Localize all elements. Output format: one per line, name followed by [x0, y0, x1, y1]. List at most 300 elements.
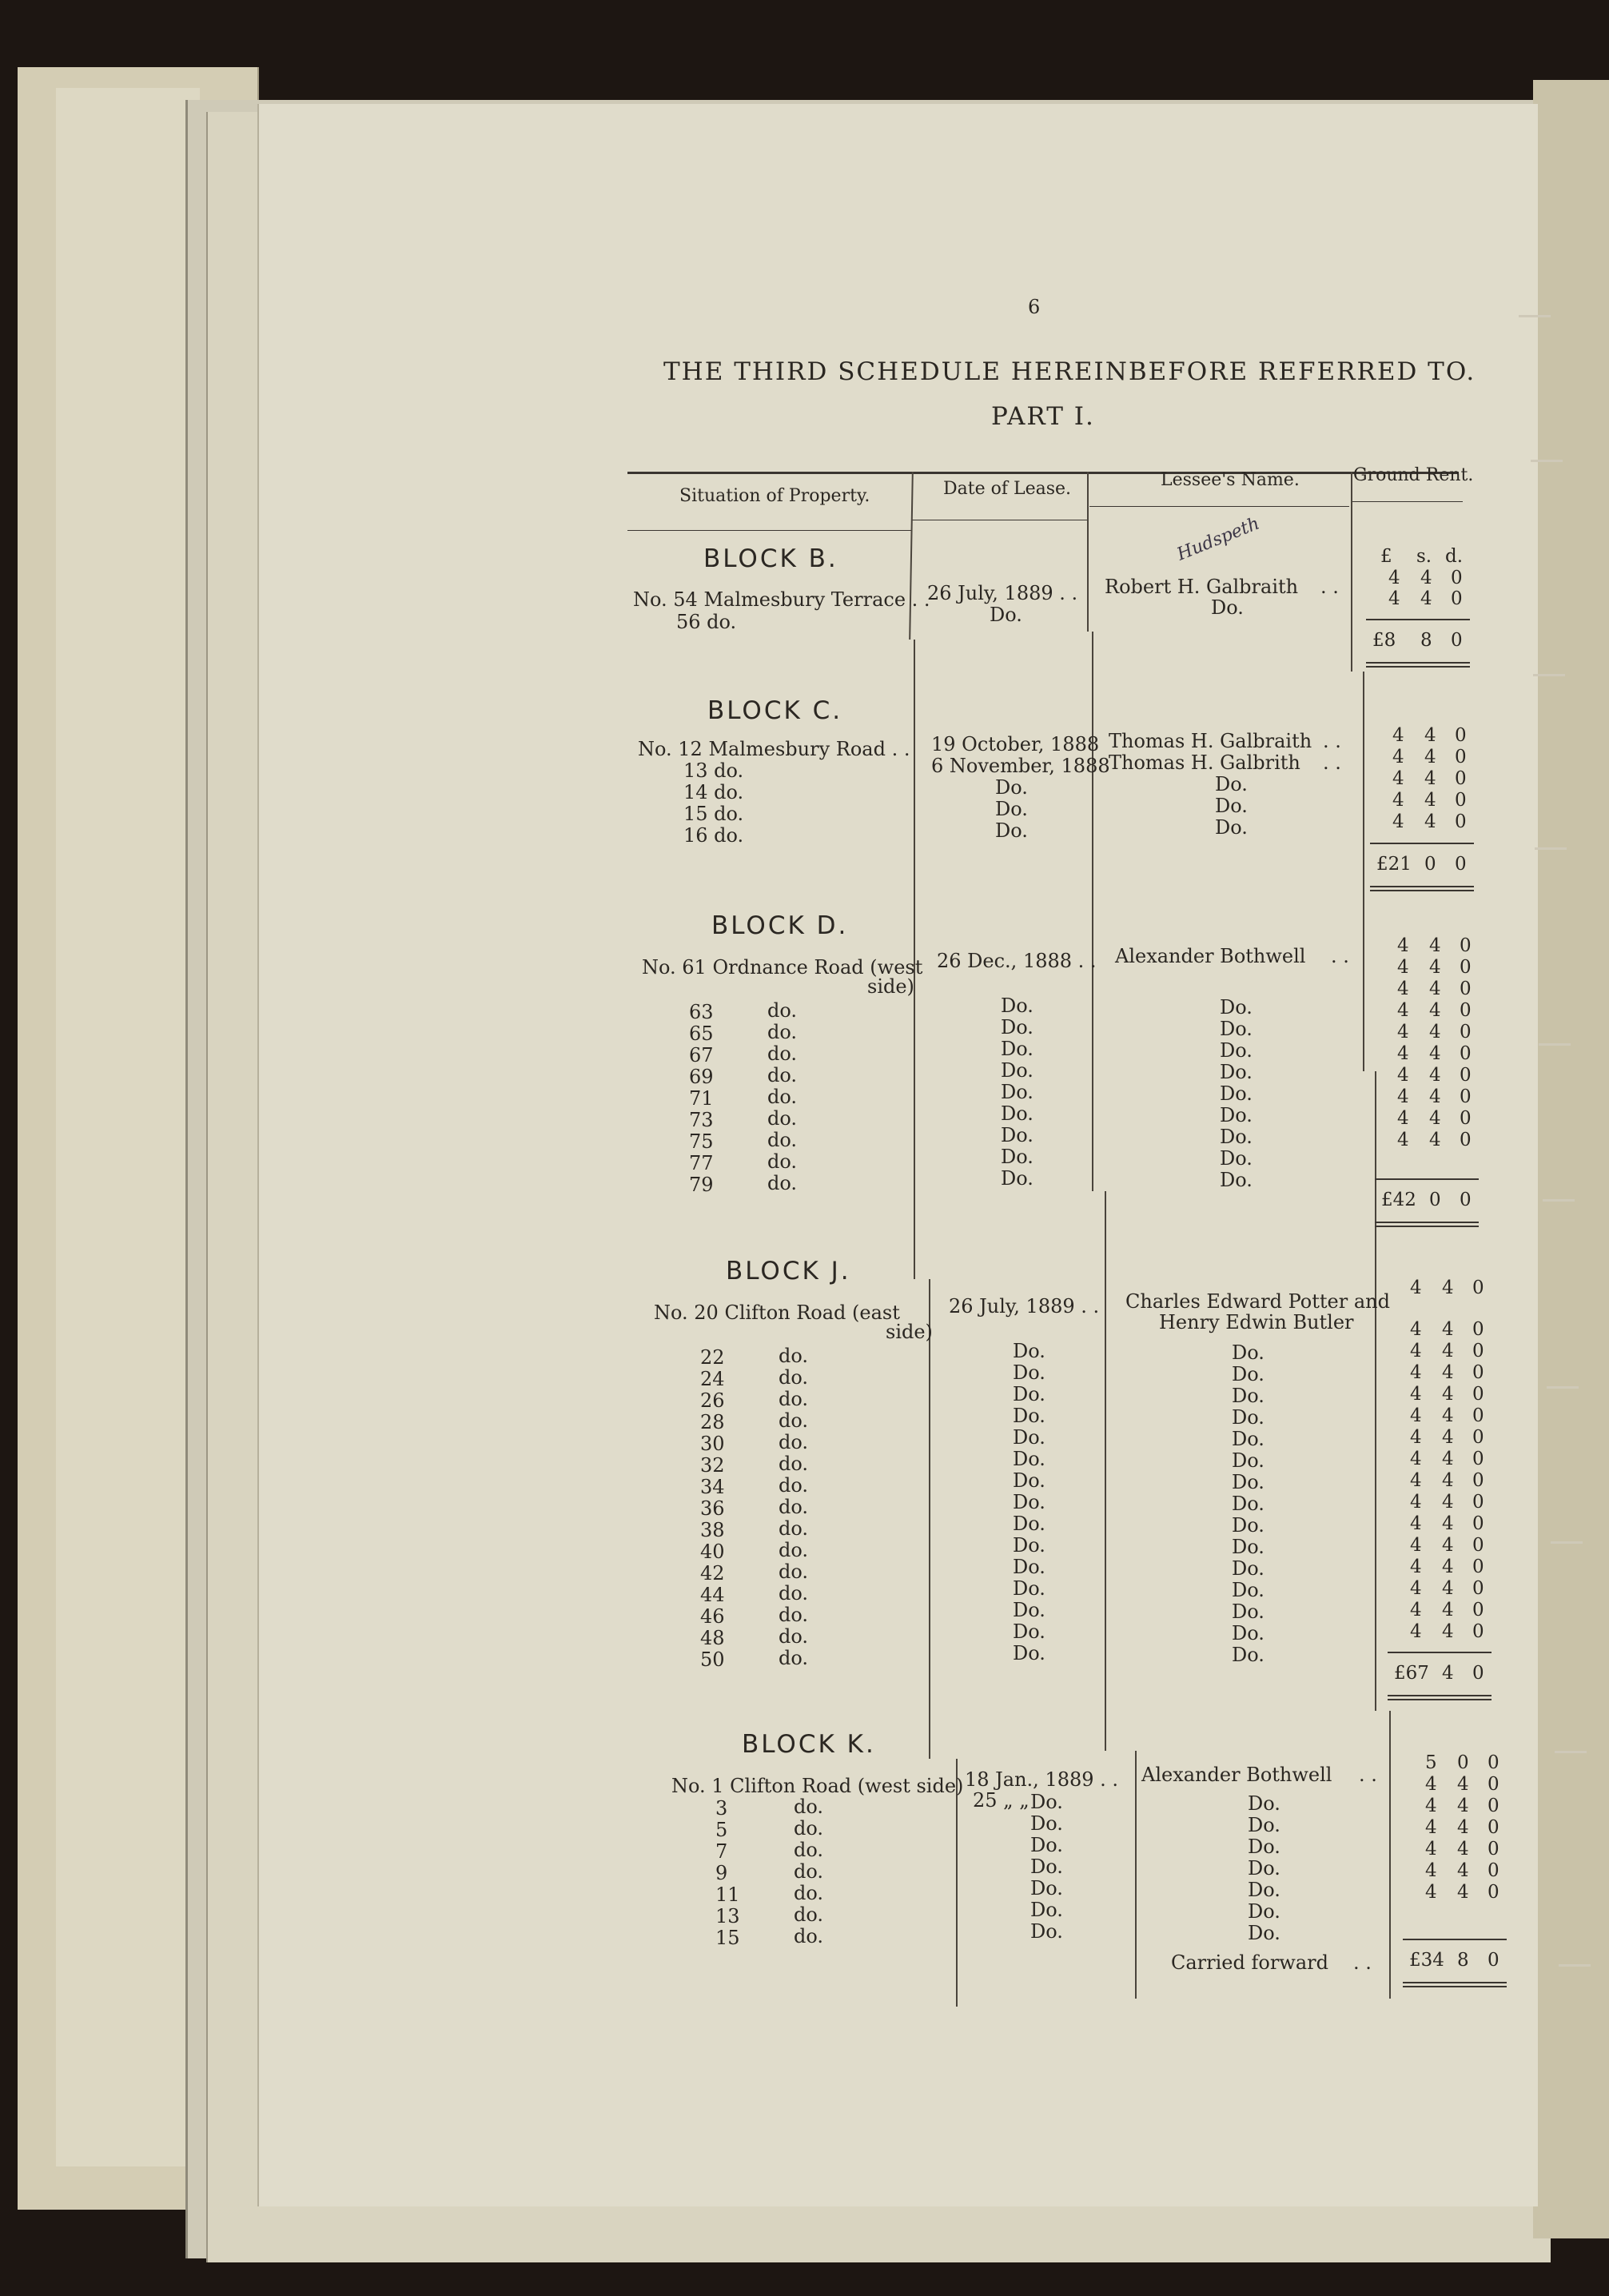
page-number: 6 [1028, 296, 1041, 318]
rent-shillings: 4 [1424, 747, 1436, 767]
rent-pounds: 4 [1397, 1043, 1409, 1064]
rent-pence: 0 [1472, 1405, 1484, 1426]
total-double-rule [1388, 1699, 1492, 1700]
property-number: 38 [700, 1519, 725, 1541]
column-rule [929, 1279, 930, 1759]
rent-pounds: 4 [1397, 1130, 1409, 1150]
rent-pounds: 4 [1425, 1882, 1437, 1903]
schedule-title: THE THIRD SCHEDULE HEREINBEFORE REFERRED TO. [663, 357, 1476, 386]
lease-date-ditto: Do. [1001, 1146, 1034, 1168]
rent-pence: 0 [1472, 1449, 1484, 1469]
rent-pounds: 4 [1397, 1065, 1409, 1086]
column-rule [1375, 1071, 1376, 1711]
rent-pence: 0 [1460, 979, 1472, 999]
property-ditto: do. [779, 1647, 809, 1669]
rent-shillings: 4 [1429, 1043, 1441, 1064]
lessee-dots: . . [1331, 945, 1349, 967]
lease-date-ditto: Do. [1013, 1556, 1045, 1578]
rent-pence: 0 [1455, 725, 1467, 746]
property-number: 77 [689, 1152, 714, 1174]
block-heading: BLOCK D. [711, 911, 849, 940]
property-ditto: do. [779, 1431, 809, 1453]
right-page-edge [1533, 80, 1609, 2238]
lessee-ditto: Do. [1220, 1061, 1253, 1083]
lessee-ditto: Do. [1232, 1385, 1264, 1407]
lessee-ditto: Do. [1232, 1406, 1264, 1429]
property-cell: No. 20 Clifton Road (east [654, 1301, 900, 1324]
column-rule [1363, 672, 1364, 1071]
rent-pence: 0 [1472, 1578, 1484, 1599]
rent-shillings: 4 [1429, 1086, 1441, 1107]
rent-pence: 0 [1488, 1839, 1499, 1860]
lease-date-ditto: Do. [1001, 1124, 1034, 1146]
lease-date-ditto: Do. [1030, 1812, 1063, 1835]
property-ditto: do. [779, 1366, 809, 1389]
rent-shillings: 4 [1442, 1535, 1454, 1556]
rent-pounds: 4 [1410, 1341, 1422, 1361]
lease-date-ditto: Do. [1013, 1469, 1045, 1492]
property-ditto: do. [767, 1064, 798, 1086]
handwritten-annotation: Hudspeth [1174, 513, 1263, 565]
lessee-ditto: Do. [1248, 1900, 1280, 1923]
lease-date-ditto: Do. [1013, 1426, 1045, 1449]
rent-shillings: 4 [1429, 957, 1441, 978]
lease-date-ditto: Do. [1013, 1448, 1045, 1470]
lessee-ditto: Do. [1220, 1082, 1253, 1105]
rent-pounds: 4 [1425, 1839, 1437, 1860]
lessee-ditto: Do. [1232, 1471, 1264, 1493]
rent-pence: 0 [1472, 1470, 1484, 1491]
property-number: 67 [689, 1044, 714, 1066]
lease-date-ditto: Do. [1030, 1877, 1063, 1899]
rent-pence: 0 [1451, 588, 1463, 609]
property-cell: 15 do. [683, 803, 744, 825]
property-number: 40 [700, 1541, 725, 1563]
lease-date-ditto: Do. [1013, 1405, 1045, 1427]
property-number: 30 [700, 1433, 725, 1455]
rent-shillings: 4 [1442, 1600, 1454, 1620]
property-ditto: do. [767, 1086, 798, 1108]
header-shillings: s. [1416, 546, 1432, 567]
header-lessee: Lessee's Name. [1161, 470, 1300, 490]
property-cell: No. 1 Clifton Road (west side) [671, 1775, 964, 1797]
rent-pence: 0 [1472, 1319, 1484, 1340]
property-ditto: do. [779, 1582, 809, 1604]
rent-pounds: 4 [1425, 1860, 1437, 1881]
property-number: 9 [715, 1862, 728, 1884]
total-rule [1388, 1652, 1492, 1653]
lessee-ditto: Do. [1232, 1493, 1264, 1515]
column-rule [1351, 472, 1352, 672]
lessee-cell: Charles Edward Potter and [1125, 1290, 1390, 1313]
lessee-cell: Do. [1215, 816, 1248, 839]
rent-shillings: 4 [1442, 1319, 1454, 1340]
lease-date-ditto: Do. [1001, 1016, 1034, 1038]
lessee-ditto: Do. [1220, 1018, 1253, 1040]
rent-shillings: 4 [1457, 1860, 1469, 1881]
binding-stitch [1533, 674, 1565, 676]
lessee-dots: . . [1359, 1764, 1377, 1786]
column-rule [1092, 632, 1093, 1191]
property-number: 79 [689, 1174, 714, 1196]
property-ditto: do. [767, 999, 798, 1022]
lease-date-cell: 26 Dec., 1888 . . [937, 950, 1097, 972]
lease-date-ditto: Do. [1013, 1642, 1045, 1664]
property-number: 36 [700, 1497, 725, 1520]
rent-pence: 0 [1472, 1492, 1484, 1513]
lessee-ditto: Do. [1248, 1814, 1280, 1836]
property-cell: side) [867, 975, 914, 998]
property-number: 15 [715, 1927, 740, 1949]
rent-pounds: 4 [1392, 725, 1404, 746]
total-double-rule [1366, 662, 1470, 664]
property-number: 71 [689, 1087, 714, 1110]
property-number: 73 [689, 1109, 714, 1131]
rent-shillings: 4 [1442, 1492, 1454, 1513]
rent-pence: 0 [1488, 1860, 1499, 1881]
lease-date-cell: 26 July, 1889 . . [949, 1295, 1100, 1317]
rent-shillings: 4 [1457, 1817, 1469, 1838]
rent-pence: 0 [1460, 1022, 1472, 1042]
total-double-rule [1370, 890, 1474, 891]
rent-shillings: 4 [1424, 768, 1436, 789]
property-number: 42 [700, 1562, 725, 1584]
binding-stitch [1531, 460, 1563, 462]
lease-date-ditto: Do. [1030, 1791, 1063, 1813]
rent-shillings: 4 [1457, 1882, 1469, 1903]
lease-date-cell: 26 July, 1889 . . [927, 582, 1078, 604]
rent-pounds: 4 [1397, 979, 1409, 999]
lessee-ditto: Do. [1232, 1363, 1264, 1385]
part-heading: PART I. [991, 402, 1095, 431]
rent-pence: 0 [1488, 1796, 1499, 1816]
lessee-ditto: Do. [1248, 1922, 1280, 1944]
rent-shillings: 4 [1424, 725, 1436, 746]
lessee-ditto: Do. [1232, 1644, 1264, 1666]
rent-pence: 0 [1472, 1557, 1484, 1577]
lease-date-ditto: Do. [1030, 1920, 1063, 1943]
lessee-ditto: Do. [1232, 1557, 1264, 1580]
rent-shillings: 0 [1457, 1752, 1469, 1773]
lessee-ditto: Do. [1232, 1622, 1264, 1644]
total-pounds: £67 [1394, 1663, 1429, 1684]
rent-pounds: 4 [1397, 1000, 1409, 1021]
total-pence: 0 [1460, 1190, 1472, 1210]
total-pence: 0 [1472, 1663, 1484, 1684]
rent-shillings: 4 [1457, 1796, 1469, 1816]
block-heading: BLOCK B. [703, 544, 838, 573]
total-shillings: 4 [1442, 1663, 1454, 1684]
property-ditto: do. [779, 1496, 809, 1518]
lessee-dots: . . [1323, 730, 1341, 752]
rent-pence: 0 [1472, 1427, 1484, 1448]
carried-forward-label: Carried forward [1171, 1951, 1328, 1974]
lessee-ditto: Do. [1232, 1514, 1264, 1537]
binding-stitch [1559, 1964, 1591, 1967]
lessee-ditto: Do. [1220, 1169, 1253, 1191]
header-pence: d. [1445, 546, 1464, 567]
property-cell: 56 do. [676, 611, 737, 633]
property-ditto: do. [767, 1172, 798, 1194]
rent-pence: 0 [1488, 1774, 1499, 1795]
rent-shillings: 4 [1457, 1839, 1469, 1860]
property-cell: No. 12 Malmesbury Road . . [638, 738, 910, 760]
rent-shillings: 4 [1442, 1449, 1454, 1469]
rent-pence: 0 [1460, 1086, 1472, 1107]
property-number: 69 [689, 1066, 714, 1088]
rent-pounds: 4 [1388, 568, 1400, 588]
lessee-ditto: Do. [1232, 1428, 1264, 1450]
lease-date-ditto: Do. [1001, 1102, 1034, 1125]
lease-date-cell: 18 Jan., 1889 . . [965, 1768, 1119, 1791]
property-number: 22 [700, 1346, 725, 1369]
lease-date-ditto: Do. [1030, 1834, 1063, 1856]
rent-pounds: 4 [1410, 1405, 1422, 1426]
lease-date-ditto: Do. [1001, 1167, 1034, 1190]
carried-forward-dots: . . [1353, 1951, 1372, 1974]
rent-shillings: 4 [1442, 1341, 1454, 1361]
total-double-rule [1403, 1982, 1507, 1983]
rent-shillings: 4 [1424, 790, 1436, 811]
lease-date-cell: Do. [995, 776, 1028, 799]
rent-pence: 0 [1460, 1000, 1472, 1021]
property-ditto: do. [767, 1021, 798, 1043]
total-double-rule [1366, 666, 1470, 668]
property-number: 5 [715, 1819, 728, 1841]
lessee-cell: Do. [1211, 596, 1244, 619]
rent-pence: 0 [1488, 1882, 1499, 1903]
property-ditto: do. [794, 1903, 824, 1926]
rent-pounds: 4 [1392, 790, 1404, 811]
total-double-rule [1375, 1222, 1479, 1223]
property-cell: side) [886, 1321, 933, 1343]
total-pence: 0 [1455, 854, 1467, 875]
header-underline [627, 530, 911, 531]
rent-pounds: 4 [1397, 1022, 1409, 1042]
rent-pounds: 4 [1410, 1600, 1422, 1620]
property-ditto: do. [779, 1604, 809, 1626]
rent-pence: 0 [1455, 768, 1467, 789]
column-rule [1105, 1191, 1106, 1751]
lessee-cell: Do. [1215, 773, 1248, 795]
property-ditto: do. [779, 1625, 809, 1648]
document-page [257, 104, 1538, 2206]
block-heading: BLOCK J. [726, 1257, 851, 1286]
property-number: 24 [700, 1368, 725, 1390]
rent-pence: 0 [1455, 747, 1467, 767]
rent-pence: 0 [1455, 790, 1467, 811]
binding-stitch [1555, 1751, 1587, 1753]
rent-pence: 0 [1472, 1621, 1484, 1642]
rent-shillings: 4 [1429, 979, 1441, 999]
lessee-ditto: Do. [1248, 1792, 1280, 1815]
rent-pence: 0 [1460, 1043, 1472, 1064]
property-cell: 13 do. [683, 759, 744, 782]
lessee-ditto: Do. [1232, 1600, 1264, 1623]
property-number: 75 [689, 1130, 714, 1153]
property-ditto: do. [794, 1925, 824, 1947]
rent-pence: 0 [1472, 1362, 1484, 1383]
property-cell: 14 do. [683, 781, 744, 803]
lessee-ditto: Do. [1220, 1147, 1253, 1170]
property-number: 7 [715, 1840, 728, 1863]
rent-pounds: 4 [1410, 1578, 1422, 1599]
total-rule [1366, 619, 1470, 620]
lessee-ditto: Do. [1248, 1879, 1280, 1901]
lease-date-cell: Do. [995, 798, 1028, 820]
lease-date-ditto: Do. [1030, 1899, 1063, 1921]
lessee-ditto: Do. [1232, 1341, 1264, 1364]
property-ditto: do. [767, 1129, 798, 1151]
header-underline [1351, 501, 1463, 502]
lease-date-ditto: Do. [1030, 1856, 1063, 1878]
rent-shillings: 4 [1457, 1774, 1469, 1795]
lessee-ditto: Do. [1232, 1449, 1264, 1472]
rent-shillings: 4 [1442, 1470, 1454, 1491]
property-number: 65 [689, 1022, 714, 1045]
property-cell: No. 54 Malmesbury Terrace . . [633, 588, 930, 611]
rent-pence: 0 [1472, 1600, 1484, 1620]
lessee-ditto: Do. [1220, 1126, 1253, 1148]
total-pence: 0 [1488, 1950, 1499, 1971]
property-number: 46 [700, 1605, 725, 1628]
lease-date-ditto: Do. [1001, 1081, 1034, 1103]
property-ditto: do. [767, 1107, 798, 1130]
property-number: 32 [700, 1454, 725, 1477]
property-ditto: do. [794, 1796, 824, 1818]
property-cell: 16 do. [683, 824, 744, 847]
property-number: 48 [700, 1627, 725, 1649]
rent-pence: 0 [1488, 1752, 1499, 1773]
rent-shillings: 4 [1442, 1384, 1454, 1405]
lease-date-ditto: Do. [1013, 1599, 1045, 1621]
lease-date-ditto: Do. [1013, 1361, 1045, 1384]
left-page-strip [56, 88, 200, 2166]
rent-pounds: 4 [1410, 1319, 1422, 1340]
rent-shillings: 4 [1442, 1278, 1454, 1298]
property-number: 63 [689, 1001, 714, 1023]
lessee-ditto: Do. [1232, 1579, 1264, 1601]
rent-pence: 0 [1460, 1065, 1472, 1086]
header-situation: Situation of Property. [679, 486, 870, 506]
property-ditto: do. [779, 1517, 809, 1540]
lease-date-cell: 6 November, 1888 [931, 755, 1110, 777]
rent-pounds: 4 [1410, 1362, 1422, 1383]
lessee-dots: . . [1323, 751, 1341, 774]
property-ditto: do. [794, 1817, 824, 1840]
rent-pence: 0 [1455, 811, 1467, 832]
property-ditto: do. [779, 1539, 809, 1561]
property-number: 26 [700, 1389, 725, 1412]
rent-pence: 0 [1472, 1535, 1484, 1556]
rent-pounds: 4 [1425, 1817, 1437, 1838]
rent-pounds: 4 [1392, 811, 1404, 832]
lease-date-ditto: Do. [1013, 1577, 1045, 1600]
total-double-rule [1370, 886, 1474, 887]
rent-shillings: 4 [1442, 1427, 1454, 1448]
total-double-rule [1388, 1695, 1492, 1696]
rent-pounds: 4 [1410, 1535, 1422, 1556]
rent-pounds: 4 [1410, 1427, 1422, 1448]
rent-shillings: 4 [1429, 935, 1441, 956]
lessee-dots: . . [1320, 576, 1339, 598]
lessee-ditto: Do. [1248, 1857, 1280, 1879]
lease-date-ditto: Do. [1001, 1038, 1034, 1060]
rent-pence: 0 [1451, 568, 1463, 588]
binding-stitch [1543, 1199, 1575, 1202]
total-shillings: 0 [1429, 1190, 1441, 1210]
binding-stitch [1535, 847, 1567, 850]
rent-shillings: 4 [1442, 1513, 1454, 1534]
rent-shillings: 4 [1424, 811, 1436, 832]
column-rule [1389, 1711, 1391, 1999]
property-cell: No. 61 Ordnance Road (west [642, 956, 923, 979]
lease-date-ditto: Do. [1013, 1513, 1045, 1535]
rent-shillings: 4 [1429, 1000, 1441, 1021]
header-pounds: £ [1380, 546, 1392, 567]
property-ditto: do. [779, 1409, 809, 1432]
property-ditto: do. [779, 1453, 809, 1475]
lessee-ditto: Do. [1248, 1836, 1280, 1858]
table-top-rule [627, 472, 1459, 474]
lessee-ditto: Do. [1220, 1039, 1253, 1062]
header-date: Date of Lease. [943, 479, 1072, 499]
total-double-rule [1403, 1986, 1507, 1987]
total-pence: 0 [1451, 630, 1463, 651]
lessee-cell: Alexander Bothwell [1141, 1764, 1332, 1786]
lessee-cell: Thomas H. Galbraith [1109, 730, 1312, 752]
total-rule [1375, 1178, 1479, 1180]
lessee-ditto: Do. [1220, 996, 1253, 1018]
rent-shillings: 4 [1442, 1621, 1454, 1642]
lease-date-ditto: Do. [1013, 1340, 1045, 1362]
total-shillings: 0 [1424, 854, 1436, 875]
lease-date-cell: Do. [990, 604, 1022, 626]
rent-pounds: 4 [1397, 1086, 1409, 1107]
rent-pounds: 4 [1410, 1470, 1422, 1491]
property-ditto: do. [779, 1474, 809, 1497]
property-number: 34 [700, 1476, 725, 1498]
rent-shillings: 4 [1429, 1108, 1441, 1129]
header-underline [1089, 506, 1349, 507]
rent-pounds: 4 [1410, 1492, 1422, 1513]
lease-date-ditto: Do. [1001, 995, 1034, 1017]
lessee-ditto: Do. [1232, 1536, 1264, 1558]
rent-pence: 0 [1460, 957, 1472, 978]
total-pounds: £8 [1372, 630, 1396, 651]
block-heading: BLOCK C. [707, 696, 843, 725]
rent-pence: 0 [1460, 1130, 1472, 1150]
rent-shillings: 4 [1442, 1557, 1454, 1577]
rent-shillings: 4 [1420, 588, 1432, 609]
rent-pounds: 4 [1392, 747, 1404, 767]
lease-date-cell: 19 October, 1888 [931, 733, 1100, 755]
column-rule [1135, 1751, 1137, 1999]
property-number: 3 [715, 1797, 728, 1820]
property-number: 50 [700, 1648, 725, 1671]
rent-pounds: 4 [1425, 1774, 1437, 1795]
rent-pounds: 4 [1392, 768, 1404, 789]
property-number: 28 [700, 1411, 725, 1433]
lease-date-cell: Do. [995, 819, 1028, 842]
total-rule [1403, 1939, 1507, 1940]
rent-shillings: 4 [1442, 1362, 1454, 1383]
rent-pence: 0 [1460, 1108, 1472, 1129]
rent-pounds: 4 [1397, 1108, 1409, 1129]
rent-shillings: 4 [1442, 1405, 1454, 1426]
lessee-cell: Do. [1215, 795, 1248, 817]
total-shillings: 8 [1420, 630, 1432, 651]
